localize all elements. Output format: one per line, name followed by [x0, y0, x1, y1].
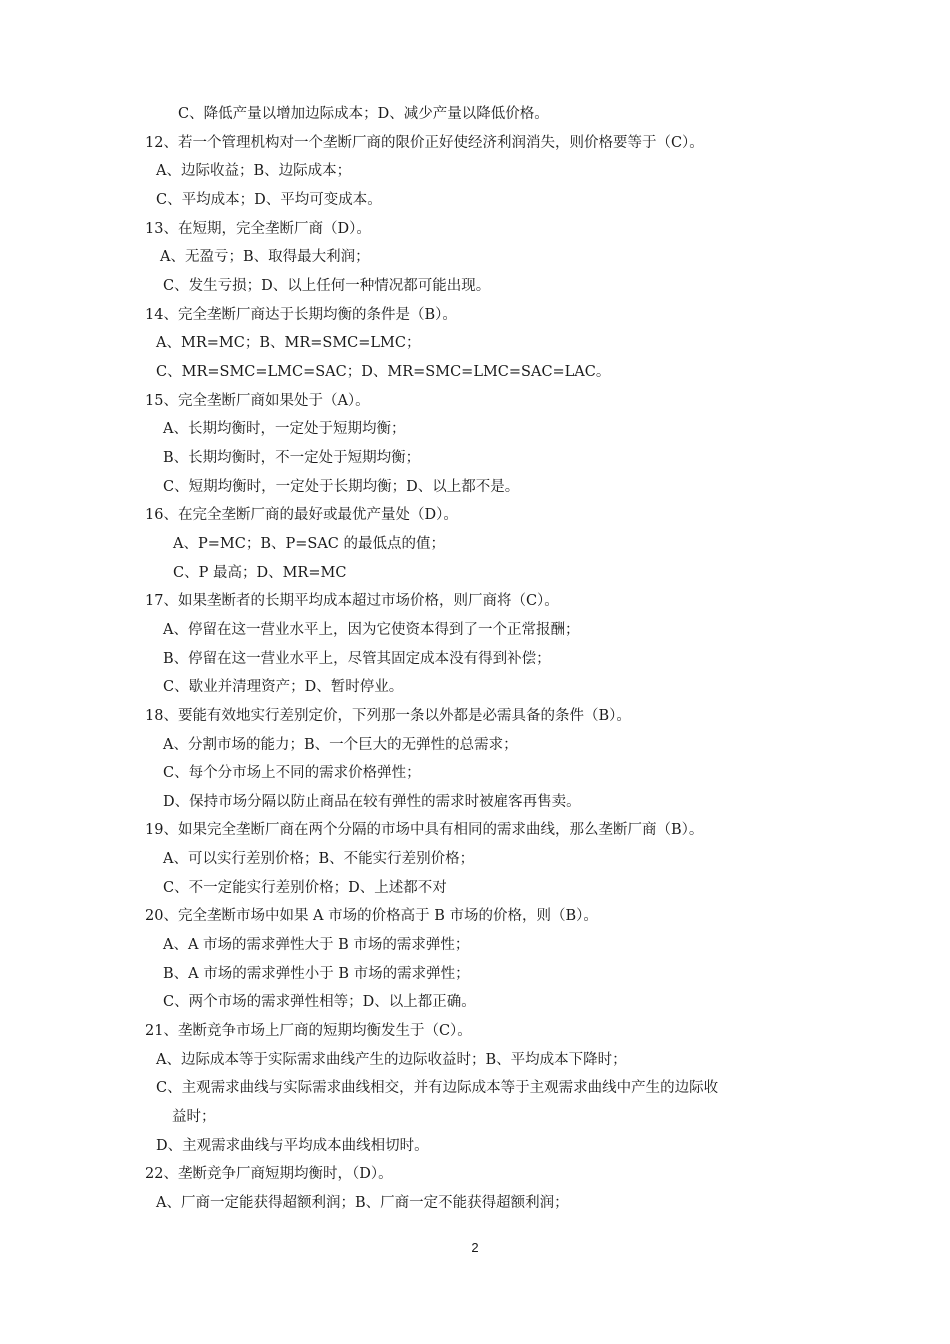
text-line: A、P=MC；B、P=SAC 的最低点的值；	[173, 536, 445, 552]
question-16: 16、在完全垄断厂商的最好或最优产量处（D）。	[145, 507, 458, 523]
text-line: A、边际成本等于实际需求曲线产生的边际收益时；B、平均成本下降时；	[156, 1052, 627, 1068]
text-line: A、分割市场的能力；B、一个巨大的无弹性的总需求；	[163, 737, 518, 753]
text-line: D、主观需求曲线与平均成本曲线相切时。	[156, 1138, 429, 1154]
text-line: C、P 最高；D、MR=MC	[173, 565, 347, 581]
question-17: 17、如果垄断者的长期平均成本超过市场价格，则厂商将（C）。	[145, 593, 559, 609]
text-line: A、停留在这一营业水平上，因为它使资本得到了一个正常报酬；	[163, 622, 580, 638]
text-line: A、MR=MC；B、MR=SMC=LMC；	[156, 335, 421, 351]
text-line: C、不一定能实行差别价格；D、上述都不对	[163, 880, 447, 896]
text-line: C、主观需求曲线与实际需求曲线相交，并有边际成本等于主观需求曲线中产生的边际收	[156, 1080, 719, 1096]
text-line: B、停留在这一营业水平上，尽管其固定成本没有得到补偿；	[163, 651, 551, 667]
text-line: A、边际收益；B、边际成本；	[156, 163, 352, 179]
question-14: 14、完全垄断厂商达于长期均衡的条件是（B）。	[145, 307, 457, 323]
text-line: D、保持市场分隔以防止商品在较有弹性的需求时被雇客再售卖。	[163, 794, 581, 810]
question-13: 13、在短期，完全垄断厂商（D）。	[145, 221, 371, 237]
text-line: A、厂商一定能获得超额利润；B、厂商一定不能获得超额利润；	[156, 1195, 569, 1211]
question-12: 12、若一个管理机构对一个垄断厂商的限价正好使经济利润消失，则价格要等于（C）。	[145, 135, 704, 151]
text-line: A、长期均衡时，一定处于短期均衡；	[163, 421, 406, 437]
text-line: B、A 市场的需求弹性小于 B 市场的需求弹性；	[163, 966, 470, 982]
question-21: 21、垄断竞争市场上厂商的短期均衡发生于（C）。	[145, 1023, 472, 1039]
question-19: 19、如果完全垄断厂商在两个分隔的市场中具有相同的需求曲线，那么垄断厂商（B）。	[145, 822, 704, 838]
text-line: C、降低产量以增加边际成本；D、减少产量以降低价格。	[178, 106, 549, 122]
text-line: C、平均成本；D、平均可变成本。	[156, 192, 382, 208]
text-line: 益时；	[172, 1109, 216, 1125]
text-line: C、两个市场的需求弹性相等；D、以上都正确。	[163, 994, 476, 1010]
question-20: 20、完全垄断市场中如果 A 市场的价格高于 B 市场的价格，则（B）。	[145, 908, 598, 924]
text-line: C、发生亏损；D、以上任何一种情况都可能出现。	[163, 278, 491, 294]
question-18: 18、要能有效地实行差别定价，下列那一条以外都是必需具备的条件（B）。	[145, 708, 631, 724]
text-line: C、每个分市场上不同的需求价格弹性；	[163, 765, 421, 781]
text-line: C、MR=SMC=LMC=SAC；D、MR=SMC=LMC=SAC=LAC。	[156, 364, 611, 380]
question-15: 15、完全垄断厂商如果处于（A）。	[145, 393, 370, 409]
text-line: A、A 市场的需求弹性大于 B 市场的需求弹性；	[163, 937, 470, 953]
text-line: C、歇业并清理资产；D、暂时停业。	[163, 679, 404, 695]
text-line: C、短期均衡时，一定处于长期均衡；D、以上都不是。	[163, 479, 520, 495]
text-line: A、可以实行差别价格；B、不能实行差别价格；	[163, 851, 475, 867]
text-line: B、长期均衡时，不一定处于短期均衡；	[163, 450, 421, 466]
question-22: 22、垄断竞争厂商短期均衡时，（D）。	[145, 1166, 393, 1182]
text-line: A、无盈亏；B、取得最大利润；	[160, 249, 370, 265]
page-number: 2	[471, 1240, 479, 1255]
